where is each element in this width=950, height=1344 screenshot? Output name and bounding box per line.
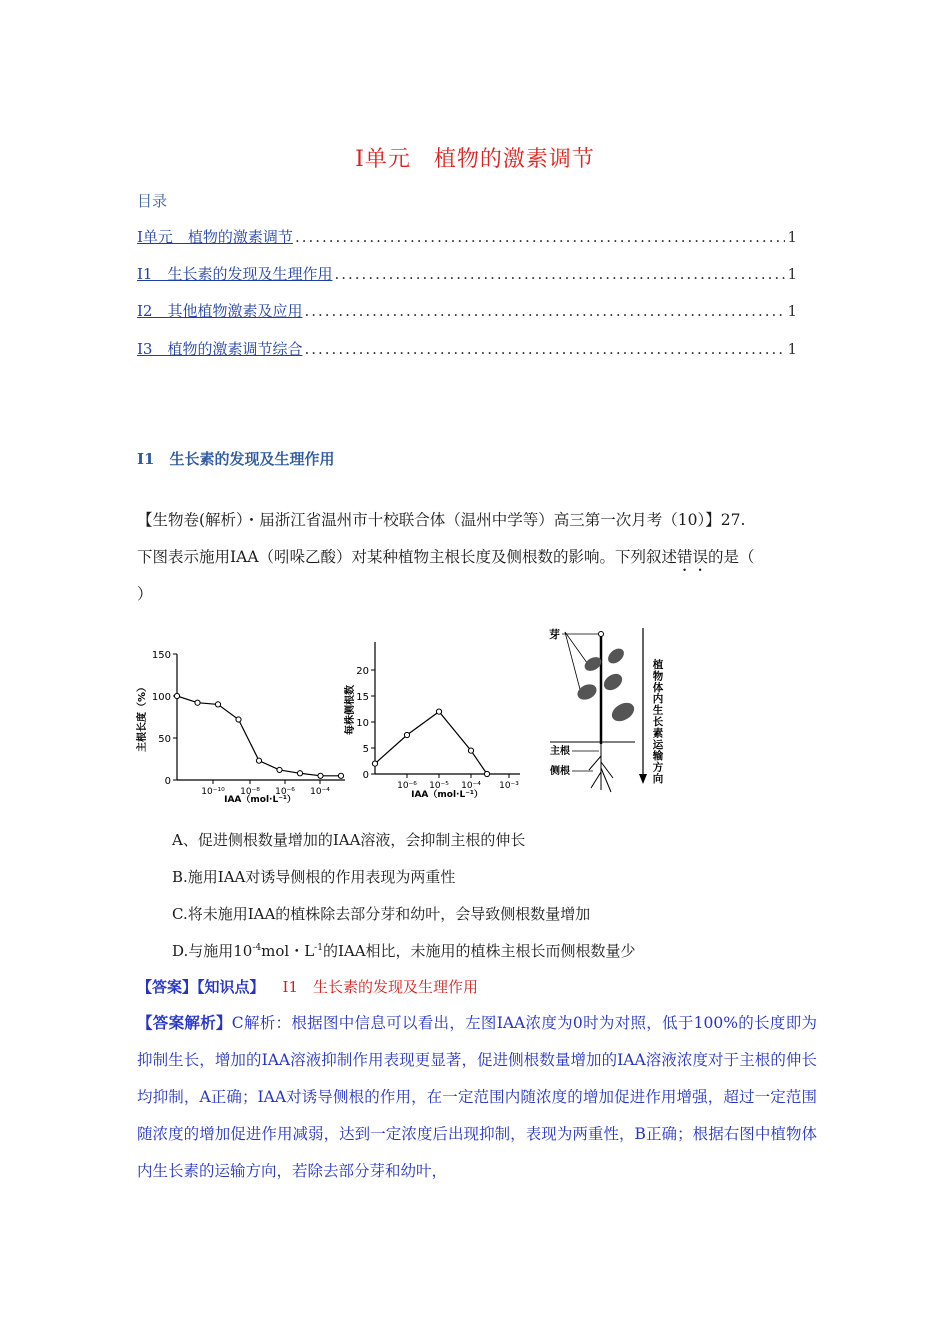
answer-line	[137, 976, 478, 997]
pointer-line	[565, 632, 582, 697]
question-line-3: ）	[137, 585, 153, 603]
data-point	[436, 709, 441, 714]
toc-link[interactable]: I2 其他植物激素及应用	[137, 302, 303, 320]
x-tick-label: 10⁻⁸	[240, 787, 260, 797]
data-point	[174, 693, 179, 698]
y-axis-label: 主根长度（%）	[137, 681, 148, 753]
leaf	[609, 699, 638, 725]
data-point	[256, 758, 261, 763]
knowledge-tag: 【知识点】	[197, 978, 265, 996]
option-c: C.将未施用IAA的植株除去部分芽和幼叶，会导致侧根数量增加	[172, 905, 591, 923]
data-point	[318, 773, 323, 778]
option-b: B.施用IAA对诱导侧根的作用表现为两重性	[172, 868, 456, 886]
x-tick-label: 10⁻⁶	[397, 781, 417, 791]
toc-leader	[304, 340, 785, 358]
toc-page: 1	[787, 340, 797, 358]
leaf	[601, 671, 625, 694]
x-tick-label: 10⁻¹⁰	[201, 787, 225, 797]
x-axis-label: IAA（mol·L⁻¹）	[411, 790, 483, 800]
y-tick-label: 20	[356, 666, 369, 677]
data-point	[468, 748, 473, 753]
data-point	[338, 773, 343, 778]
toc-item-i2[interactable]	[137, 300, 797, 322]
knowledge-point: I1 生长素的发现及生理作用	[282, 978, 479, 996]
data-point	[404, 732, 409, 737]
x-tick-label: 10⁻⁵	[429, 781, 449, 791]
toc-heading: 目录	[137, 192, 168, 210]
explain-text: C解析：根据图中信息可以看出，左图IAA浓度为0时为对照，低于100%的长度即为抑制生长，增加的IAA溶液抑制作用表现更显著，促进侧根数量增加的IAA溶液浓度对于主根的伸长均抑制，A正确；IAA对诱导侧根的作用，在一定范围内随浓度的增加促进作用增强，超过一定范围随浓度的增加促进作用减弱，达到一定浓度后出现抑制，表现为两重性，B正确；根据右图中植物体内生长素的运输方向，若除去部分芽和幼叶，	[137, 1014, 817, 1180]
x-tick-label: 10⁻⁶	[275, 787, 295, 797]
y-tick-label: 50	[158, 734, 171, 745]
x-tick-label: 10⁻³	[499, 781, 519, 791]
main-root-label: 主根	[550, 746, 570, 757]
y-tick-label: 100	[151, 692, 171, 703]
option-d: D.与施用$10^{-4}mol$・$L^{-1}$的IAA相比，未施用的植株主根长而侧根数量少	[172, 942, 636, 960]
toc-leader	[295, 228, 786, 246]
y-tick-label: 150	[151, 650, 171, 661]
question-line-2: 下图表示施用IAA（吲哚乙酸）对某种植物主根长度及侧根数的影响。下列叙述错误的是（	[137, 548, 755, 566]
toc-item-unit[interactable]	[137, 226, 797, 248]
figure-panel	[135, 622, 675, 812]
section-heading: I1 生长素的发现及生理作用	[137, 450, 335, 468]
data-point	[372, 761, 377, 766]
question-line-1: 【生物卷(解析）・届浙江省温州市十校联合体（温州中学等）高三第一次月考（10）】27.	[137, 511, 746, 529]
x-tick-label: 10⁻⁴	[461, 781, 481, 791]
plant-diagram	[549, 627, 664, 792]
x-axis-label: IAA（mol·L⁻¹）	[224, 795, 296, 805]
transport-label: 植物体内生长素运输方向	[652, 659, 664, 785]
option-a: A、促进侧根数量增加的IAA溶液，会抑制主根的伸长	[172, 831, 526, 849]
toc-link[interactable]: I3 植物的激素调节综合	[137, 340, 303, 358]
toc-leader	[304, 302, 785, 320]
emphasis-word: 错误	[677, 548, 709, 566]
arrow-head	[639, 774, 647, 784]
bud-label: 芽	[549, 628, 560, 641]
lateral-root-label: 侧根	[550, 766, 570, 777]
y-tick-label: 15	[356, 692, 369, 703]
toc-link[interactable]: I1 生长素的发现及生理作用	[137, 265, 333, 283]
toc-link[interactable]: I单元 植物的激素调节	[137, 228, 293, 246]
y-tick-label: 0	[362, 770, 369, 781]
question-text	[137, 502, 817, 613]
answer-explanation	[137, 1004, 817, 1190]
data-point	[297, 771, 302, 776]
x-tick-label: 10⁻⁴	[310, 787, 330, 797]
leaf	[605, 646, 627, 667]
toc-item-i3[interactable]	[137, 338, 797, 360]
toc-leader	[334, 265, 785, 283]
toc-page: 1	[787, 228, 797, 246]
y-tick-label: 0	[164, 776, 171, 787]
y-axis-label: 每株侧根数	[345, 685, 356, 735]
data-point	[277, 767, 282, 772]
data-point	[484, 771, 489, 776]
page-title: I单元 植物的激素调节	[355, 147, 595, 172]
chart-lateral-root-count	[343, 642, 520, 800]
data-point	[236, 717, 241, 722]
series-line	[177, 696, 341, 776]
y-tick-label: 10	[356, 718, 369, 729]
y-tick-label: 5	[362, 744, 369, 755]
explain-tag: 【答案解析】	[137, 1013, 232, 1032]
bud-marker	[599, 632, 604, 637]
series-line	[375, 712, 487, 774]
data-point	[195, 700, 200, 705]
data-point	[215, 702, 220, 707]
answer-tag: 【答案】	[137, 978, 198, 996]
toc-page: 1	[787, 302, 797, 320]
chart-main-root-length	[135, 650, 345, 805]
toc-page: 1	[787, 265, 797, 283]
toc-item-i1[interactable]	[137, 263, 797, 285]
pointer-line	[565, 632, 590, 667]
